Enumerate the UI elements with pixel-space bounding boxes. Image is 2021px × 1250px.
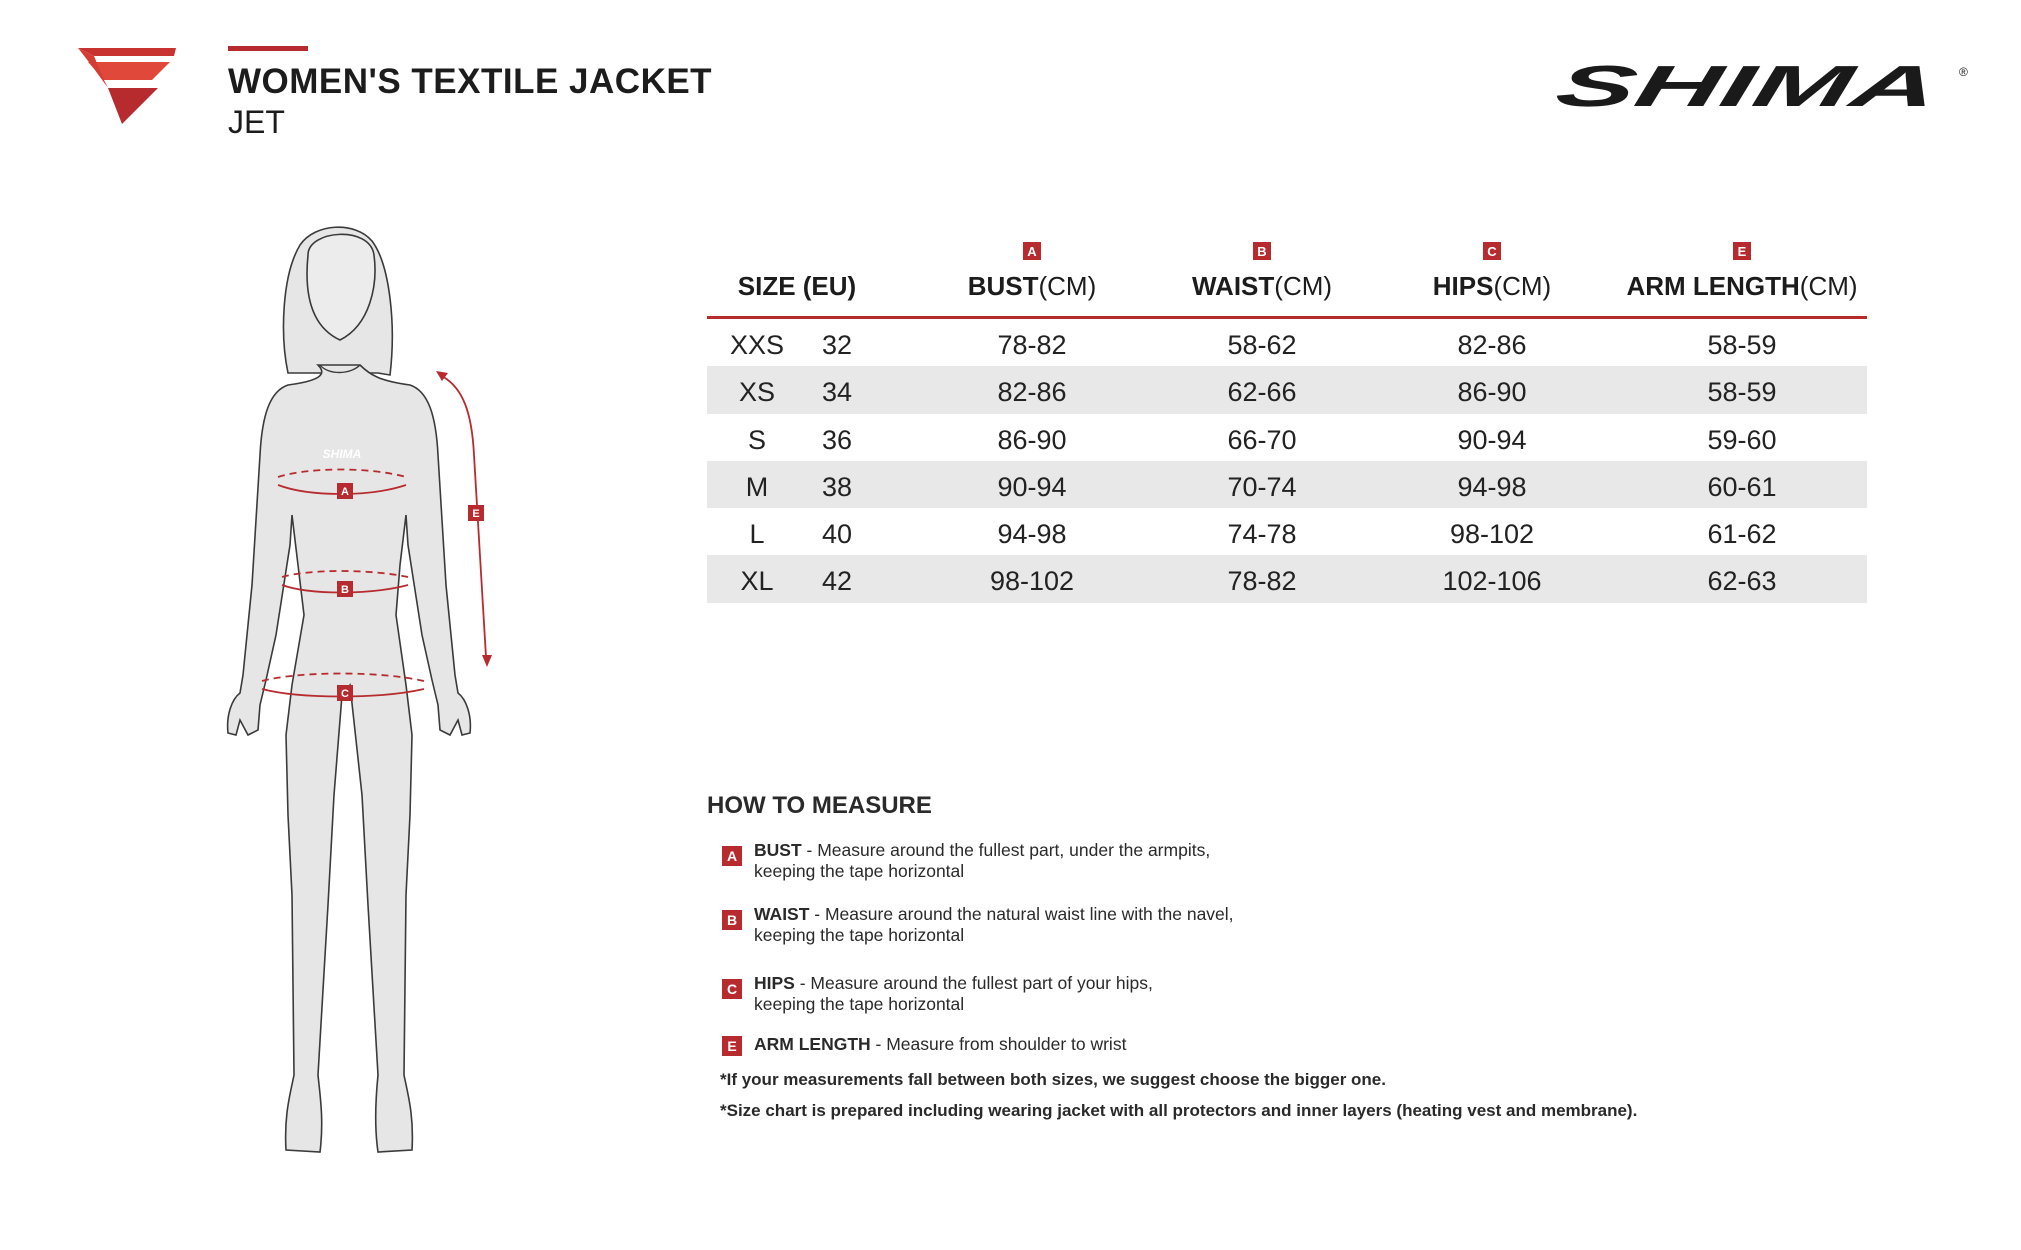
measure-badge-a: A	[722, 846, 742, 866]
brand-logo-text: SHIMA	[1555, 60, 1752, 119]
waist-badge: B	[1253, 242, 1271, 260]
hips-badge: C	[1483, 242, 1501, 260]
measure-item-bust: A BUST - Measure around the fullest part, under the armpits, keeping the tape horizontal	[722, 840, 1442, 886]
page-subtitle: JET	[228, 104, 285, 140]
bust-badge: A	[1023, 242, 1041, 260]
table-row: L 40 94-98 74-78 98-102 61-62	[749, 519, 1777, 550]
waist-column-header: B WAIST(CM)	[1191, 243, 1333, 301]
measure-badge-b: B	[722, 910, 742, 930]
size-table	[707, 232, 1867, 603]
arm-length-column-header: E ARM LENGTH(CM)	[1626, 243, 1858, 301]
figure-chest-logo: SHIMA	[322, 447, 362, 461]
shima-emblem-logo	[78, 48, 178, 131]
size-column-header: SIZE (EU)	[737, 271, 857, 301]
figure-marker-b	[337, 581, 353, 597]
svg-text:B: B	[341, 584, 349, 596]
svg-text:®: ®	[1959, 65, 1968, 79]
svg-text:A: A	[341, 486, 349, 498]
table-row: XXS 32 78-82 58-62 82-86 58-59	[729, 330, 1777, 360]
measure-item-hips: C HIPS - Measure around the fullest part of your hips, keeping the tape horizontal	[722, 973, 1442, 1019]
figure-marker-c	[337, 685, 353, 701]
note-size-chart-layers: *Size chart is prepared including wearing jacket with all protectors and inner layers (heating vest and membrane).	[720, 1101, 1638, 1120]
bust-column-header: A BUST(CM)	[967, 243, 1097, 301]
brand-logo	[1555, 60, 1975, 125]
page-title: WOMEN'S TEXTILE JACKET	[228, 62, 713, 101]
arm-length-badge: E	[1733, 242, 1751, 260]
table-row: M 38 90-94 70-74 94-98 60-61	[707, 461, 1867, 508]
body-figure	[200, 215, 500, 1180]
hips-column-header: C HIPS(CM)	[1432, 243, 1552, 301]
figure-marker-e	[468, 505, 484, 521]
measure-item-waist: B WAIST - Measure around the natural waist line with the navel, keeping the tape horizontal	[722, 904, 1442, 950]
table-row: XL 42 98-102 78-82 102-106 62-63	[707, 555, 1867, 602]
measure-badge-c: C	[722, 979, 742, 999]
table-row: S 36 86-90 66-70 90-94 59-60	[747, 424, 1777, 455]
how-to-measure-title: HOW TO MEASURE	[707, 792, 932, 819]
measure-badge-e: E	[722, 1036, 742, 1056]
figure-marker-a	[337, 483, 353, 499]
size-table-header	[707, 232, 1867, 319]
note-between-sizes: *If your measurements fall between both sizes, we suggest choose the bigger one.	[720, 1070, 1386, 1089]
measure-item-arm-length: E ARM LENGTH - Measure from shoulder to wrist	[722, 1034, 1442, 1060]
title-accent-bar	[228, 46, 308, 51]
svg-text:E: E	[472, 508, 480, 520]
svg-text:C: C	[341, 688, 349, 700]
table-row: XS 34 82-86 62-66 86-90 58-59	[707, 366, 1867, 413]
